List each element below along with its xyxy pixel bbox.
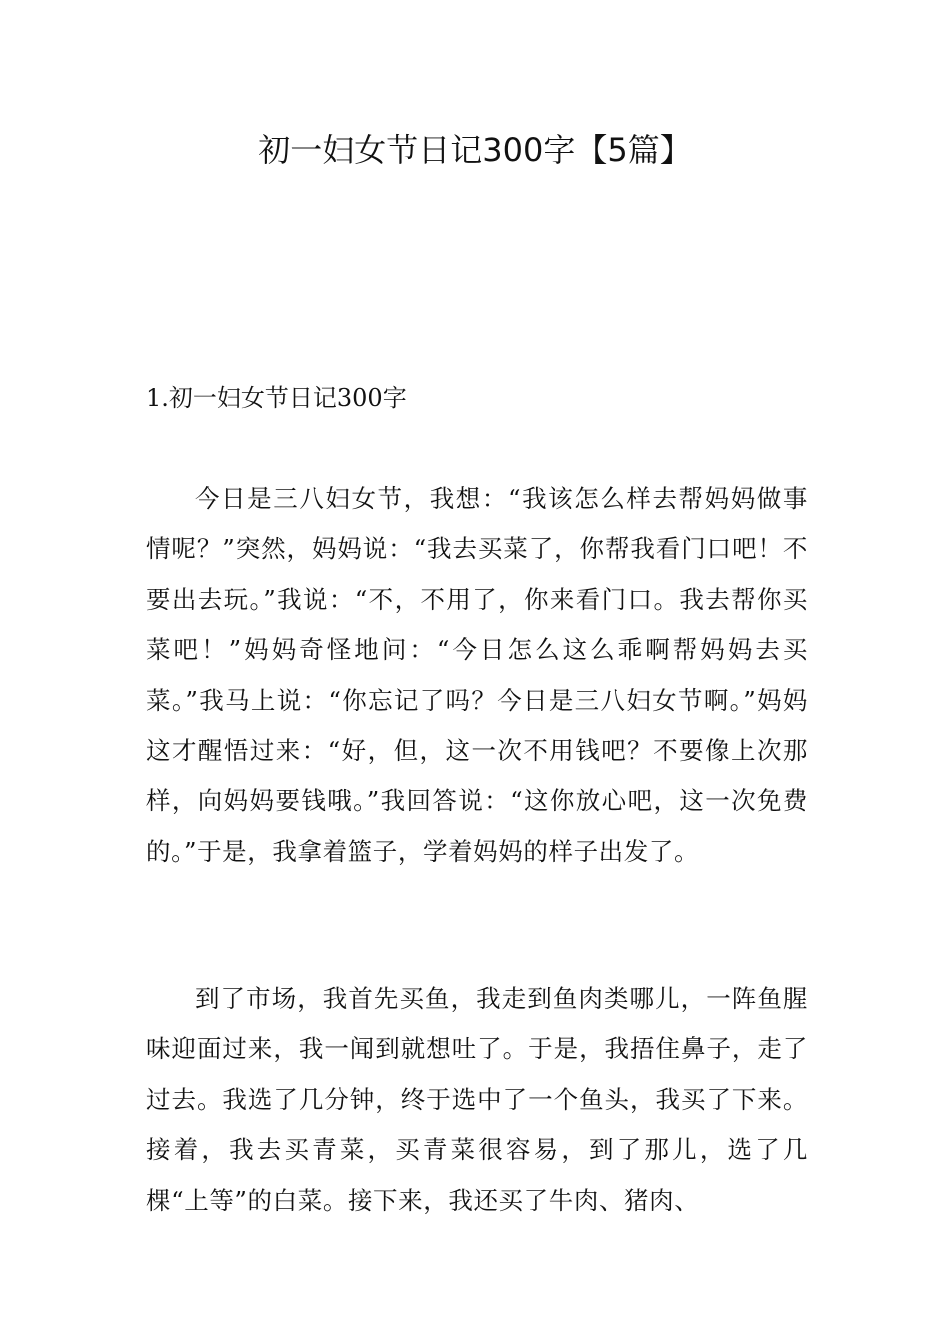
- section-heading: 1.初一妇女节日记300字: [146, 384, 407, 412]
- paragraph: 到了市场，我首先买鱼，我走到鱼肉类哪儿，一阵鱼腥味迎面过来，我一闻到就想吐了。于是，我捂住鼻子，走了过去。我选了几分钟，终于选中了一个鱼头，我买了下来。接着，我去买青菜，买青菜很容易，到了那儿，选了几棵“上等”的白菜。接下来，我还买了牛肉、猪肉、: [146, 984, 808, 1215]
- page-title: 初一妇女节日记300字【5篇】: [258, 131, 692, 169]
- paragraph: 今日是三八妇女节，我想：“我该怎么样去帮妈妈做事情呢？”突然，妈妈说：“我去买菜了，你帮我看门口吧！不要出去玩。”我说：“不，不用了，你来看门口。我去帮你买菜吧！”妈妈奇怪地问：“今日怎么这么乖啊帮妈妈去买菜。”我马上说：“你忘记了吗？今日是三八妇女节啊。”妈妈这才醒悟过来：“好，但，这一次不用钱吧？不要像上次那样，向妈妈要钱哦。”我回答说：“这你放心吧，这一次免费的。”于是，我拿着篮子，学着妈妈的样子出发了。: [146, 484, 808, 866]
